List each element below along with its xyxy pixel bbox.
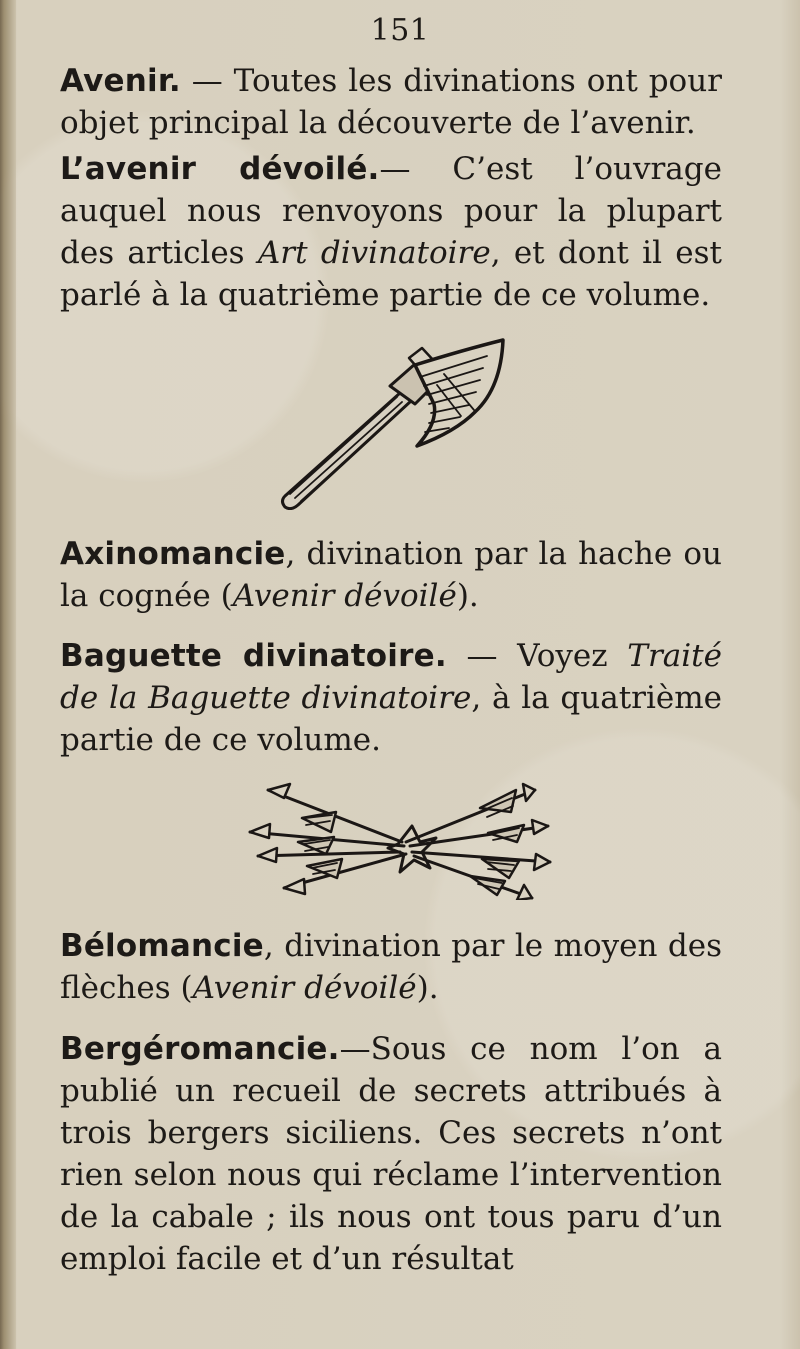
crossed-arrows-icon bbox=[230, 770, 570, 900]
entry-axinomancie bbox=[60, 533, 722, 617]
entry-belomancie-text-2: ). bbox=[416, 970, 439, 1006]
axe-icon bbox=[255, 320, 545, 510]
page-number: 151 bbox=[370, 13, 430, 48]
entry-avenir-devoile-text-2: , et dont il est parlé à la quatrième partie de ce volume. bbox=[60, 235, 722, 313]
entry-baguette-italic: Traité de la Baguette divinatoire bbox=[60, 638, 722, 716]
entry-avenir-devoile bbox=[60, 148, 722, 316]
page-binding bbox=[0, 0, 16, 1349]
headword-belomancie: Bélomancie bbox=[60, 928, 264, 964]
entry-axinomancie-text-1: , divination par la hache ou la cognée ( bbox=[60, 536, 722, 614]
entry-axinomancie-text-2: ). bbox=[456, 578, 479, 614]
arrows-illustration bbox=[0, 770, 800, 900]
entry-baguette-text-1: — Voyez bbox=[446, 638, 628, 674]
entry-belomancie bbox=[60, 925, 722, 1009]
headword-bergeromancie: Bergéromancie. bbox=[60, 1031, 340, 1067]
entry-avenir-text: — Toutes les divinations ont pour objet principal la découverte de l’avenir. bbox=[60, 63, 722, 141]
headword-baguette: Baguette divinatoire. bbox=[60, 638, 447, 674]
entry-bergeromancie bbox=[60, 1028, 722, 1280]
entry-axinomancie-italic: Avenir dévoilé bbox=[232, 578, 457, 614]
headword-axinomancie: Axinomancie bbox=[60, 536, 286, 572]
entry-belomancie-italic: Avenir dévoilé bbox=[192, 970, 417, 1006]
headword-avenir-devoile: L’avenir dévoilé. bbox=[60, 151, 380, 187]
entry-avenir bbox=[60, 60, 722, 144]
entry-belomancie-text-1: , divination par le moyen des flèches ( bbox=[60, 928, 722, 1006]
entry-avenir-devoile-italic: Art divinatoire bbox=[257, 235, 491, 271]
axe-illustration bbox=[0, 320, 800, 510]
entry-baguette bbox=[60, 635, 722, 761]
entry-bergeromancie-text: —Sous ce nom l’on a publié un recueil de secrets attribués à trois bergers siciliens. Ces secrets n’ont rien selon nous qui réclame l’intervention de la cabale ; ils nous ont tous paru d’un emploi facile et d’un résultat bbox=[60, 1031, 722, 1277]
entry-avenir-devoile-text-1: — C’est l’ouvrage auquel nous renvoyons pour la plupart des articles bbox=[60, 151, 722, 271]
entry-baguette-text-2: , à la quatrième partie de ce volume. bbox=[60, 680, 722, 758]
headword-avenir: Avenir. bbox=[60, 63, 181, 99]
